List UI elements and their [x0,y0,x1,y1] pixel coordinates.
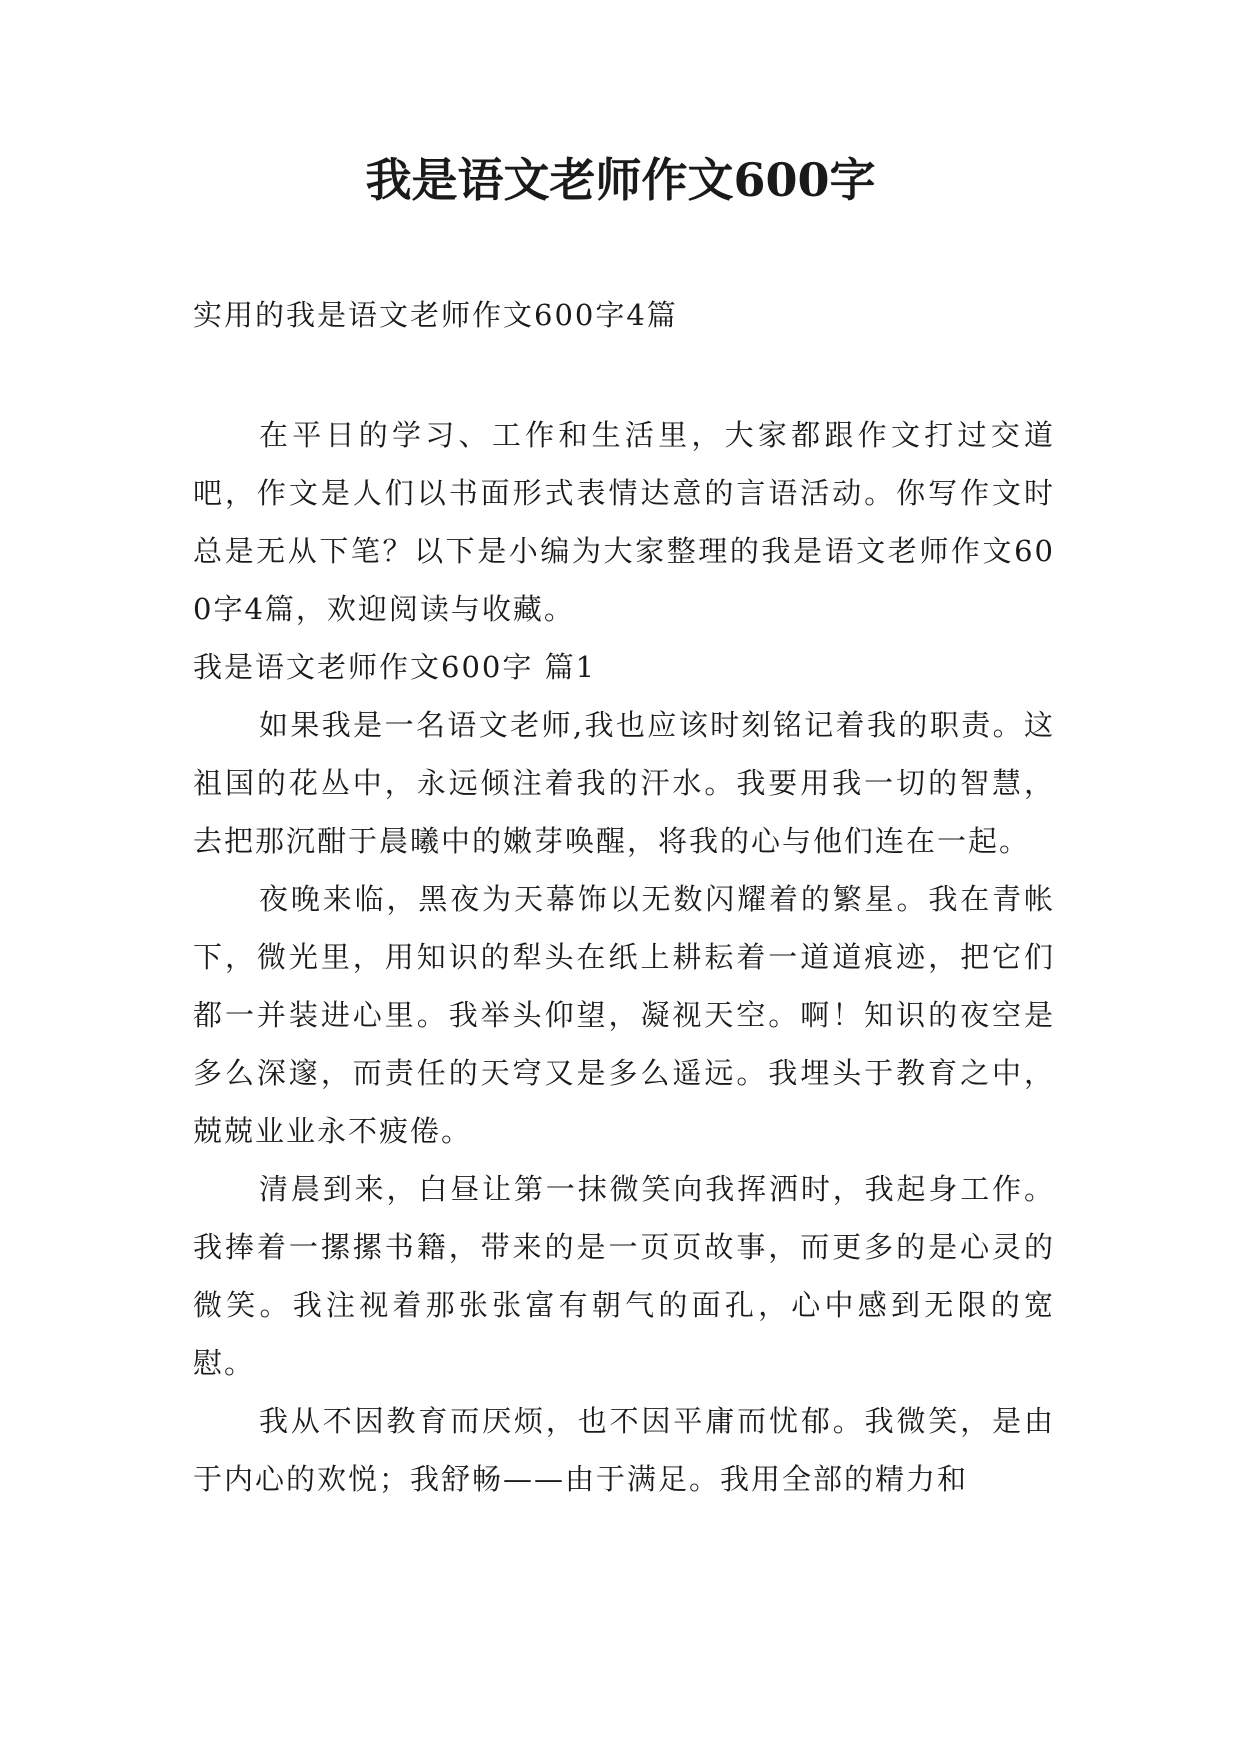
section-heading: 我是语文老师作文600字 篇1 [193,650,597,684]
intro-paragraph: 在平日的学习、工作和生活里，大家都跟作文打过交道吧，作文是人们以书面形式表情达意的言语活动。你写作文时总是无从下笔？以下是小编为大家整理的我是语文老师作文600字4篇，欢迎阅读与收藏。 [193,418,1055,626]
body-paragraph: 夜晚来临，黑夜为天幕饰以无数闪耀着的繁星。我在青帐下，微光里，用知识的犁头在纸上耕耘着一道道痕迹，把它们都一并装进心里。我举头仰望，凝视天空。啊！知识的夜空是多么深邃，而责任的天穹又是多么遥远。我埋头于教育之中，兢兢业业永不疲倦。 [193,882,1055,1148]
body-paragraph: 如果我是一名语文老师,我也应该时刻铭记着我的职责。这祖国的花丛中，永远倾注着我的汗水。我要用我一切的智慧，去把那沉酣于晨曦中的嫩芽唤醒，将我的心与他们连在一起。 [193,708,1055,858]
document-title: 我是语文老师作文600字 [365,153,876,207]
body-paragraph: 我从不因教育而厌烦，也不因平庸而忧郁。我微笑，是由于内心的欢悦；我舒畅——由于满足。我用全部的精力和 [193,1404,1055,1496]
document-body [193,406,1055,1508]
document-subtitle: 实用的我是语文老师作文600字4篇 [193,298,678,332]
body-paragraph: 清晨到来，白昼让第一抹微笑向我挥洒时，我起身工作。我捧着一摞摞书籍，带来的是一页页故事，而更多的是心灵的微笑。我注视着那张张富有朝气的面孔，心中感到无限的宽慰。 [193,1172,1055,1380]
